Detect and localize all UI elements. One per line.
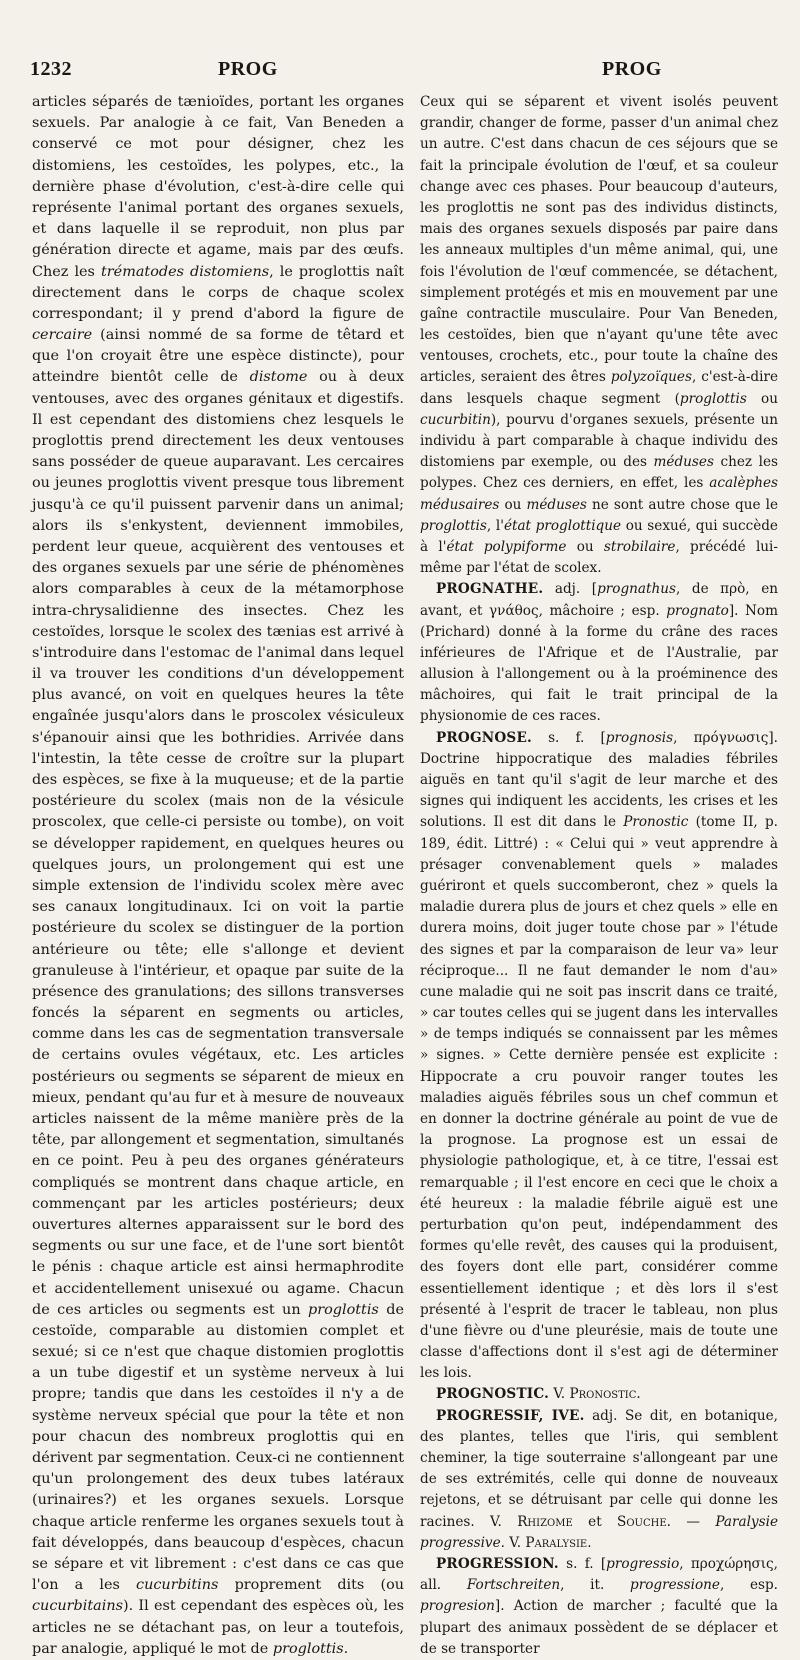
text-run: , προχώρησις, all. [420, 1555, 778, 1594]
italic-term: strobilaire [603, 538, 676, 555]
running-head-right: PROG [602, 58, 662, 80]
text-run: . — [666, 1513, 716, 1530]
text-run: articles séparés de tænioïdes, portant les organes sexuels. Par analogie à ce fait, Van Beneden a conservé ce mot pour désigner, chez les distomiens, les cestoïdes, les polypes, etc., la dernière phase d'évolution, c'est-à-dire celle qui représente l'animal portant des organes sexuels, et dans laquelle il se reproduit, non plus par génération directe et agame, mais par des œufs. Chez les [32, 94, 404, 280]
text-run: ]. Nom (Prichard) donné à la forme du crâne des races inférieures de l'Afrique et de l'Australie, par allusion à l'allongement ou à la proéminence des mâchoires, qui fait le trait principal de la physionomie de ces races. [420, 602, 778, 725]
text-run: , l' [486, 517, 504, 534]
text-run: . V. [500, 1534, 526, 1551]
right-column [420, 92, 778, 1660]
text-run: s. f. [ [558, 1555, 607, 1572]
text-run: , le proglottis naît directement dans le corps de chaque scolex correspondant; il y prend d'abord la figure de [32, 263, 405, 322]
text-run: . [343, 1640, 349, 1657]
text-run: ), pourvu d'organes sexuels, présente un individu à part comparable à chaque individu des distomiens par exemple, ou des [420, 411, 778, 471]
italic-term: méduses [526, 496, 587, 513]
entry-prognathe [420, 579, 778, 727]
text-run: ou sexué, qui succède à l' [420, 517, 778, 555]
text-run: , précédé lui-même par l'état de scolex. [420, 538, 778, 577]
text-run: ne sont autre chose que le [586, 496, 778, 513]
italic-term: cucurbitains [32, 1598, 123, 1615]
headword: PROGRESSION. [436, 1555, 559, 1572]
paragraph-proglottis-end [420, 92, 778, 579]
text-run: adj. Se dit, en botanique, des plantes, telles que l'iris, qui semblent cheminer, la tige souterraine s'allongeant par une de ses extrémités, celle qui donne de nouveaux rejetons, et se détruisant par celle qui donne les racines. V. [420, 1407, 778, 1530]
italic-term: polyzoïques [610, 369, 692, 386]
page-number: 1232 [30, 58, 72, 80]
italic-term: acalèphes médusaires [420, 475, 778, 513]
cross-reference: Rhizome [517, 1513, 573, 1530]
text-run: proprement dits (ou [218, 1577, 404, 1594]
page-header [30, 58, 774, 84]
italic-term: cucurbitins [136, 1577, 219, 1594]
text-run: Ceux qui se séparent et vivent isolés peuvent grandir, changer de forme, passer d'un animal chez un autre. C'est dans chacun de ces séjours que se fait la principale évolution de l'œuf, et sa couleur change avec ces phases. Pour beaucoup d'auteurs, les proglottis ne sont pas des individus distincts, mais des organes sexuels disposés par paire dans les anneaux multiples d'un même animal, qui, une fois l'évolution de l'œuf commencée, se détachent, simplement protégés et mis en mouvement par une gaîne contractile musculaire. Pour Van Beneden, les cestoïdes, bien que n'ayant qu'une tête avec ventouses, crochets, etc., pour toute la chaîne des articles, seraient des êtres [420, 94, 778, 386]
text-run: (ainsi nommé de sa forme de têtard et que l'on croyait être une espèce distincte), pour atteindre bientôt celle de [32, 327, 404, 386]
left-column [32, 92, 404, 1660]
text-run: , esp. [719, 1577, 778, 1594]
italic-term: prognato [666, 602, 729, 619]
italic-term: progresion [420, 1598, 495, 1615]
italic-term: progressio [606, 1555, 680, 1572]
running-head-left: PROG [218, 58, 278, 80]
italic-term: proglottis [272, 1640, 344, 1657]
paragraph-proglottis-continued [32, 92, 404, 1660]
italic-term: progressione [630, 1577, 720, 1594]
text-run: ou [499, 496, 527, 513]
cross-reference: Souche [617, 1513, 667, 1530]
text-run: . [587, 1534, 592, 1551]
text-run: , de πρὸ, en avant, et γνάθος, mâchoire ; esp. [420, 581, 778, 619]
cross-reference: Paralysie [525, 1534, 588, 1551]
text-run: . [636, 1386, 641, 1403]
headword: PROGNATHE. [436, 581, 544, 598]
italic-term: Paralysie progressive [420, 1513, 778, 1551]
italic-term: Pronostic [623, 814, 689, 831]
text-run: (tome II, p. 189, édit. Littré) : « Celui qui » veut apprendre à présager convenablement quels » malades guériront et quels succomberont, chez » quels la maladie durera plus de jours et chez quels » elle en durera moins, doit juger toute chose par » l'étude des signes et par la comparaison de leur va» leur réciproque... Il ne faut demander le nom d'au» cune maladie qui ne soit pas inscrit dans ce traité, » car toutes celles qui se jugent dans les intervalles » de temps indiqués se connaissent par les mêmes » signes. » Cette dernière pensée est explicite : Hippocrate a cru pouvoir ranger toutes les maladies aiguës fébriles sous un chef commun et en donner la doctrine générale au point de vue de la prognose. La prognose est un essai de physiologie pathologique, et, à ce titre, l'essai est remarquable ; il l'est encore en ceci que le choix a été heureux : la maladie fébrile aiguë est une perturbation qu'on peut, indépendamment des formes qu'elle revêt, des causes qui la produisent, des foyers dont elle part, considérer comme essentiellement identique ; et dès lors il s'est présenté à l'esprit de tracer le tableau, non plus d'une fièvre ou d'une pleurésie, mais de toute une classe d'affections dont il s'est agi de déterminer les lois. [420, 814, 778, 1382]
text-run: ou [746, 390, 778, 407]
text-run: ou [566, 538, 604, 555]
italic-term: distome [249, 369, 308, 386]
text-run: , it. [560, 1577, 631, 1594]
italic-term: état proglottique [503, 517, 622, 534]
headword: PROGRESSIF, IVE. [436, 1407, 585, 1424]
italic-term: proglottis [420, 517, 487, 534]
italic-term: cercaire [32, 327, 93, 344]
italic-term: trématodes distomiens [101, 263, 270, 280]
text-run: adj. [ [543, 581, 598, 598]
text-run: et [572, 1513, 618, 1530]
headword: PROGNOSTIC. [436, 1386, 550, 1403]
text-run: ou à deux ventouses, avec des organes génitaux et digestifs. Il est cependant des distomiens chez lesquels le proglottis prend directement les deux ventouses sans posséder de queue auparavant. Les cercaires ou jeunes proglottis vivent presque tous librement jusqu'à ce qu'il puissent parvenir dans un animal; alors ils s'enkystent, deviennent immobiles, perdent leur queue, acquièrent des ventouses et des organes sexuels par une série de phénomènes alors comparables à ceux de la métamorphose intra-chrysalidienne des insectes. Chez les cestoïdes, lorsque le scolex des tænias est arrivé à s'introduire dans l'estomac de l'animal dans lequel il va trouver les conditions d'un développement plus avancé, on voit en quelques heures la tête engaînée jusqu'alors dans le proscolex vésiculeux s'épanouir ainsi que les bothridies. Arrivée dans l'intestin, la tête cesse de croître sur la plupart des espèces, se fixe à la muqueuse; et de la partie postérieure du scolex (mais non de la vésicule proscolex, que celle-ci persiste ou tombe), on voit se développer rapidement, en quelques heures ou quelques jours, un prolongement qui est une simple extension de l'individu scolex mère avec ses canaux longitudinaux. Ici on voit la partie postérieure du scolex se distinguer de la portion antérieure ou tête; elle s'allonge et devient granuleuse à l'intérieur, et opaque par suite de la présence des granulations; des sillons transverses foncés la séparent en segments ou articles, comme dans les cas de segmentation transversale de certains ovules végétaux, etc. Les articles postérieurs ou segments se séparent de mieux en mieux, pendant qu'au fur et à mesure de nouveaux articles naissent de la même manière près de la tête, par allongement et segmentation, simultanés en ce point. Peu à peu des organes générateurs compliqués se montrent dans chaque article, en commençant par les articles postérieurs; deux ouvertures alternes apparaissent sur le bord des segments ou sur une face, et de l'une sort bientôt le pénis : chaque article est ainsi hermaphrodite et accidentellement unisexué ou agame. Chacun de ces articles ou segments est un [32, 369, 404, 1318]
cross-reference: Pronostic [569, 1386, 637, 1403]
headword: PROGNOSE. [436, 729, 532, 746]
text-run: s. f. [ [531, 729, 606, 746]
entry-prognostic [420, 1384, 778, 1405]
entry-prognose [420, 728, 778, 1385]
italic-term: prognosis [605, 729, 674, 746]
text-run: V. [549, 1386, 570, 1403]
entry-progression [420, 1554, 778, 1660]
text-run: de cestoïde, comparable au distomien complet et sexué; si ce n'est que chaque distomien proglottis a un tube digestif et un système nerveux à lui propre; tandis que dans les cestoïdes il n'y a de système nerveux spécial que pour la tête et non pour chacun des nombreux proglottis qui en dérivent par segmentation. Ceux-ci ne contiennent qu'un prolongement des deux tubes latéraux (urinaires?) et les organes sexuels. Lorsque chaque article renferme les organes sexuels tout à fait développés, dans beaucoup d'espèces, chacun se sépare et vit librement : c'est dans ce cas que l'on a les [32, 1301, 404, 1594]
italic-term: cucurbitin [420, 411, 491, 428]
text-run: , c'est-à-dire dans lesquels chaque segment ( [420, 369, 779, 407]
italic-term: prognathus [597, 581, 676, 598]
italic-term: proglottis [679, 390, 747, 407]
text-run: chez les polypes. Chez ces derniers, en effet, les [420, 454, 778, 492]
text-run: ]. Action de marcher ; faculté que la plupart des animaux possèdent de se déplacer et de se transporter [420, 1598, 778, 1657]
text-run: ). Il est cependant des espèces où, les articles ne se détachant pas, on leur a toutefois, par analogie, appliqué le mot de [32, 1598, 404, 1657]
italic-term: méduses [653, 454, 714, 471]
italic-term: Fortschreiten [466, 1577, 561, 1594]
text-run: , πρόγνωσις]. Doctrine hippocratique des maladies fébriles aiguës en tant qu'il s'agit de leur marche et des signes qui indiquent les accidents, les crises et les solutions. Il est dit dans le [420, 729, 778, 831]
italic-term: état polypiforme [446, 538, 567, 555]
italic-term: proglottis [308, 1301, 379, 1318]
entry-progressif [420, 1406, 778, 1554]
